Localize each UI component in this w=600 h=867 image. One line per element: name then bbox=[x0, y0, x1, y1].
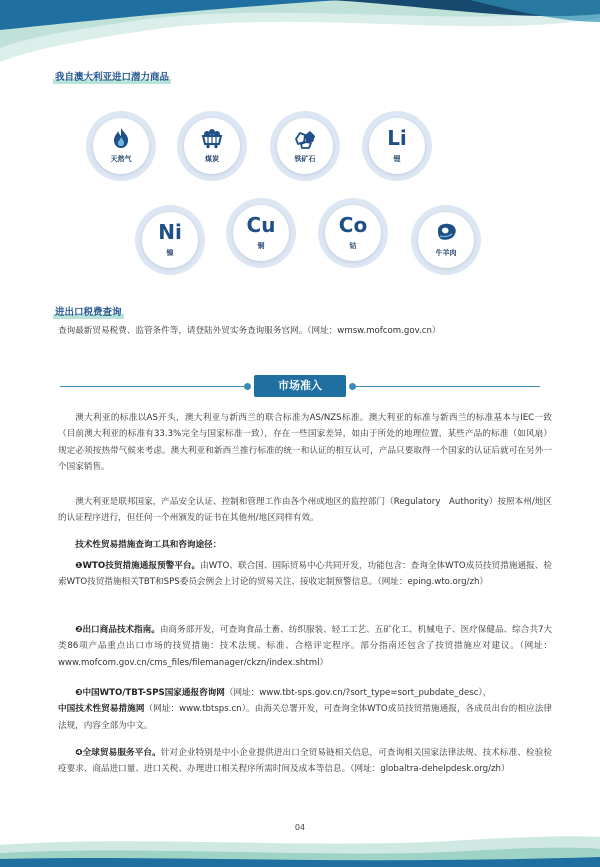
natural-gas-flame-icon bbox=[109, 127, 133, 149]
product-label: 铁矿石 bbox=[294, 155, 316, 163]
product-beef-lamb bbox=[411, 205, 481, 275]
certification-paragraph: 澳大利亚是联邦国家，产品安全认证、控制和管理工作由各个州或地区的监控部门（Regulatory Authority）按照本州/地区的认证程序进行，但任何一个州颁发的证书在其他州/地区同样有效。 bbox=[58, 497, 552, 524]
tariff-query-text: 查询最新贸易税费、监管条件等，请登陆外贸实务查询服务官网。（网址：wmsw.mofcom.gov.cn） bbox=[58, 326, 441, 336]
product-label: 铜 bbox=[257, 242, 265, 250]
banner-line-left bbox=[60, 386, 250, 387]
market-access-banner: 市场准入 bbox=[254, 375, 346, 397]
product-copper bbox=[226, 198, 296, 268]
tool-item-2: ❷出口商品技术指南。由商务部开发，可查询食品土畜、纺织服装、轻工工艺、五矿化工、机械电子、医疗保健品、综合共7大类86项产品重点出口市场的技贸措施：技术法规、标准、合格评定程序。部分指南还包含了技贸措施应对建议。（网址：www.mofcom.gov.cn/cms_files/filemanager/ckzn/index.shtml） bbox=[58, 625, 553, 668]
bottom-wave-decoration bbox=[0, 797, 600, 867]
potential-imports-title: 我自澳大利亚进口潜力商品 bbox=[55, 72, 170, 83]
copper-symbol: Cu bbox=[246, 213, 276, 237]
product-cobalt bbox=[318, 198, 388, 268]
product-natural-gas bbox=[86, 111, 156, 181]
tool-item-4: ❹全球贸易服务平台。针对企业特别是中小企业提供进出口全贸易链相关信息，可查询相关国家法律法规、技术标准、检验检疫要求、商品进口量、进口关税、办理进口相关程序所需时间及成本等信息。（网址：globaltra-dehelpdesk.org/zh） bbox=[58, 748, 552, 775]
product-coal bbox=[177, 111, 247, 181]
lithium-symbol: Li bbox=[387, 126, 407, 150]
product-label: 牛羊肉 bbox=[435, 249, 457, 257]
top-wave-decoration bbox=[0, 0, 600, 80]
product-label: 煤炭 bbox=[205, 155, 219, 163]
iron-ore-icon bbox=[293, 127, 317, 149]
beef-lamb-steak-icon bbox=[434, 221, 458, 243]
standards-paragraph: 澳大利亚的标准以AS开头，澳大利亚与新西兰的联合标准为AS/NZS标准。澳大利亚的标准与新西兰的标准基本与IEC一致（目前澳大利亚的标准有33.3%完全与国家标准一致），存在一些国家差异，如由于所处的地理位置，某些产品的标准（如风扇）规定必须按热带气候来考虑。澳大利亚和新西兰推行标准的统一和认证的相互认可，产品只要取得一个国家的认证后就可在另外一个国家销售。 bbox=[58, 413, 552, 473]
product-label: 天然气 bbox=[110, 155, 132, 163]
product-lithium bbox=[362, 111, 432, 181]
tools-heading: 技术性贸易措施查询工具和咨询途径： bbox=[75, 540, 222, 550]
tool-item-1: ❶WTO技贸措施通报预警平台。由WTO、联合国、国际贸易中心共同开发，功能包含：查询全体WTO成员技贸措施通报、检索WTO技贸措施相关TBT和SPS委员会例会上讨论的贸易关注、接收定制预警信息。（网址：eping.wto.org/zh） bbox=[58, 561, 552, 588]
product-iron-ore bbox=[270, 111, 340, 181]
banner-dot-left bbox=[244, 383, 251, 390]
nickel-symbol: Ni bbox=[158, 220, 182, 244]
page-number: 04 bbox=[294, 823, 306, 832]
cobalt-symbol: Co bbox=[338, 213, 368, 237]
product-label: 锂 bbox=[393, 155, 401, 163]
product-label: 钴 bbox=[349, 242, 357, 250]
coal-cart-icon bbox=[200, 127, 224, 149]
banner-line-right bbox=[350, 386, 540, 387]
tool-item-3: ❸中国WTO/TBT-SPS国家通报咨询网（网址：www.tbt-sps.gov.cn/?sort_type=sort_pubdate_desc）， 中国技术性贸易措施网（网址：www.tbtsps.cn）。由海关总署开发，可查询全体WTO成员技贸措施通报，各成员出台的相应法律法规，内容全部为中文。 bbox=[58, 688, 552, 731]
tariff-query-title: 进出口税费查询 bbox=[55, 307, 122, 318]
product-label: 镍 bbox=[166, 249, 174, 257]
product-nickel bbox=[135, 205, 205, 275]
